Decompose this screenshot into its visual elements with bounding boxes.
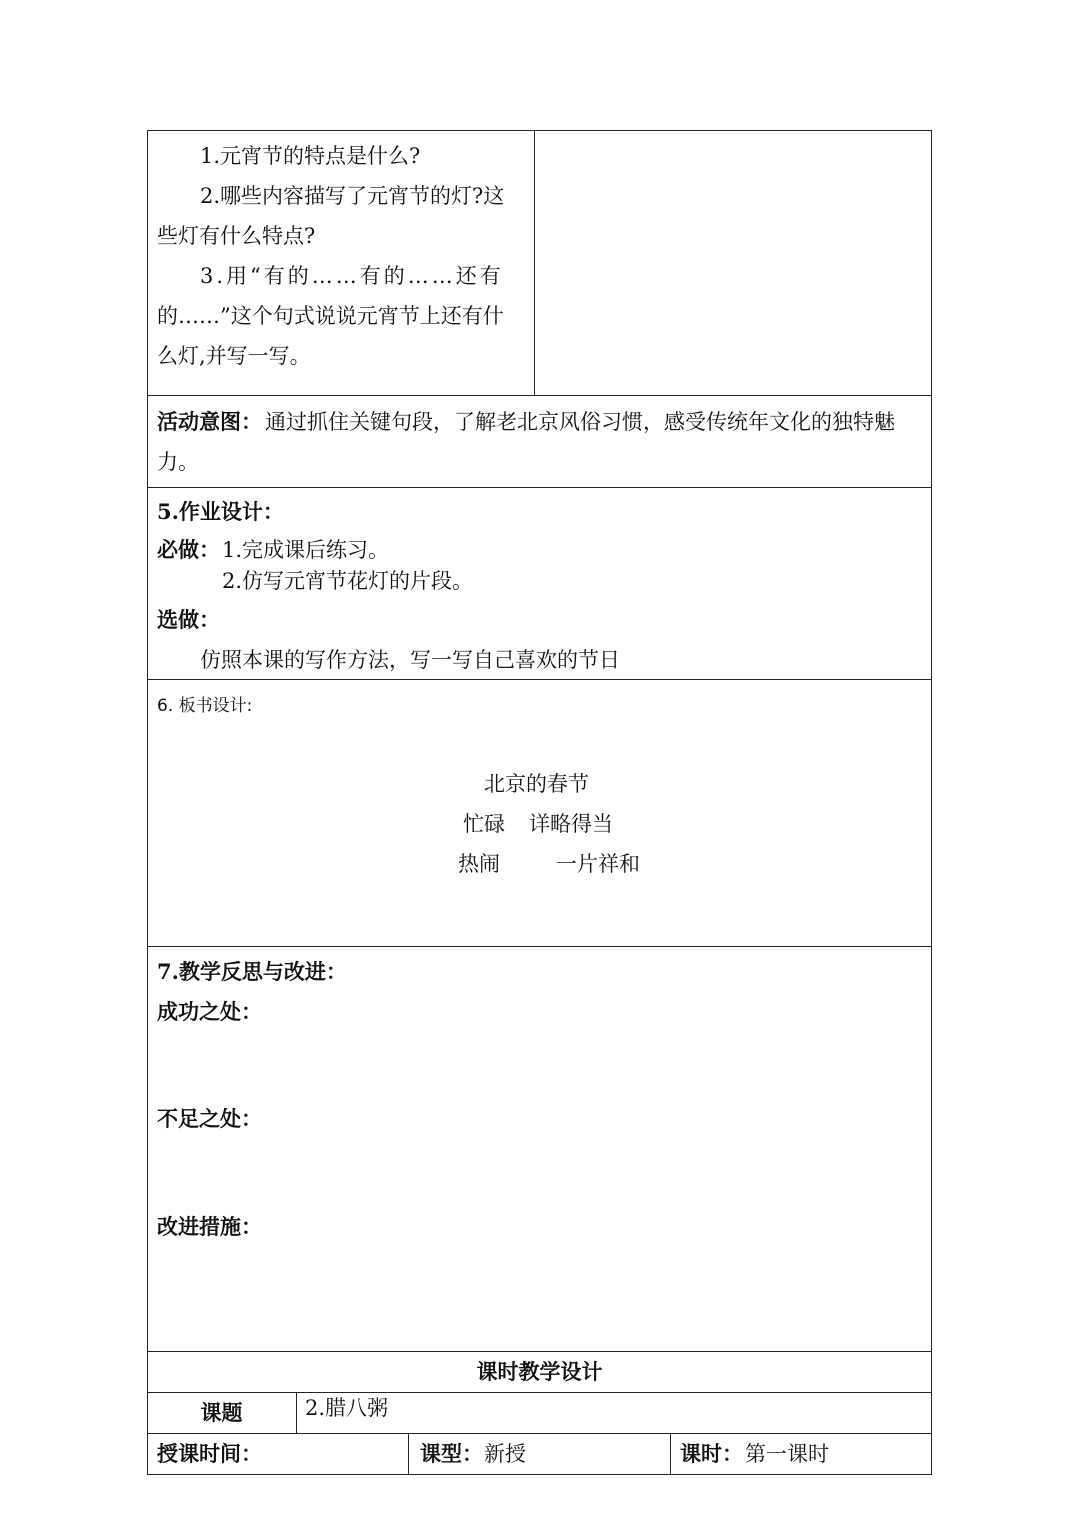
- homework-heading: 5.作业设计：: [157, 499, 284, 524]
- homework-required-label: 必做：: [157, 537, 220, 562]
- lesson-type-label: 课型：: [420, 1441, 483, 1466]
- board-heading: 6. 板书设计:: [157, 696, 253, 716]
- board-title: 北京的春节: [484, 772, 589, 796]
- lesson-type-value: 新授: [484, 1442, 526, 1466]
- column-divider: [296, 1392, 297, 1433]
- lesson-period-value: 第一课时: [745, 1442, 829, 1466]
- question-1: 1.元宵节的特点是什么?: [200, 144, 421, 168]
- column-divider: [670, 1433, 671, 1475]
- question-3-line-1: 3.用“有的……有的……还有: [200, 264, 504, 288]
- lesson-topic-value: 2.腊八粥: [305, 1396, 389, 1420]
- intent-label: 活动意图：: [157, 409, 262, 434]
- lesson-section-title: 课时教学设计: [476, 1359, 603, 1384]
- intent-text-line-2: 力。: [157, 450, 199, 474]
- question-3-line-2: 的……”这个句式说说元宵节上还有什: [157, 304, 504, 328]
- homework-required-item-1: 1.完成课后练习。: [222, 538, 390, 562]
- column-divider: [408, 1433, 409, 1475]
- lesson-period-label: 课时：: [680, 1441, 743, 1466]
- homework-required-item-2: 2.仿写元宵节花灯的片段。: [222, 569, 474, 593]
- question-3-line-3: 么灯,并写一写。: [157, 344, 311, 368]
- board-row-1-left: 忙碌: [463, 812, 505, 836]
- row-divider: [147, 395, 932, 396]
- board-row-2-right: 一片祥和: [556, 852, 640, 876]
- lesson-topic-label: 课题: [200, 1400, 243, 1425]
- question-2-line-2: 些灯有什么特点?: [157, 224, 316, 248]
- column-divider: [534, 130, 535, 395]
- question-2-line-1: 2.哪些内容描写了元宵节的灯?这: [200, 184, 505, 208]
- reflection-shortcoming-label: 不足之处：: [157, 1106, 262, 1131]
- board-row-1-right: 详略得当: [529, 812, 613, 836]
- reflection-improve-label: 改进措施：: [157, 1214, 262, 1239]
- intent-text-line-1: 通过抓住关键句段，了解老北京风俗习惯，感受传统年文化的独特魅: [265, 410, 895, 434]
- reflection-heading: 7.教学反思与改进：: [157, 959, 347, 984]
- lesson-time-label: 授课时间：: [157, 1441, 262, 1466]
- homework-optional-label: 选做：: [157, 607, 220, 632]
- reflection-success-label: 成功之处：: [157, 999, 262, 1024]
- row-divider: [147, 946, 932, 947]
- board-row-2-left: 热闹: [458, 852, 500, 876]
- row-divider: [147, 487, 932, 488]
- homework-optional-text: 仿照本课的写作方法，写一写自己喜欢的节日: [200, 648, 620, 672]
